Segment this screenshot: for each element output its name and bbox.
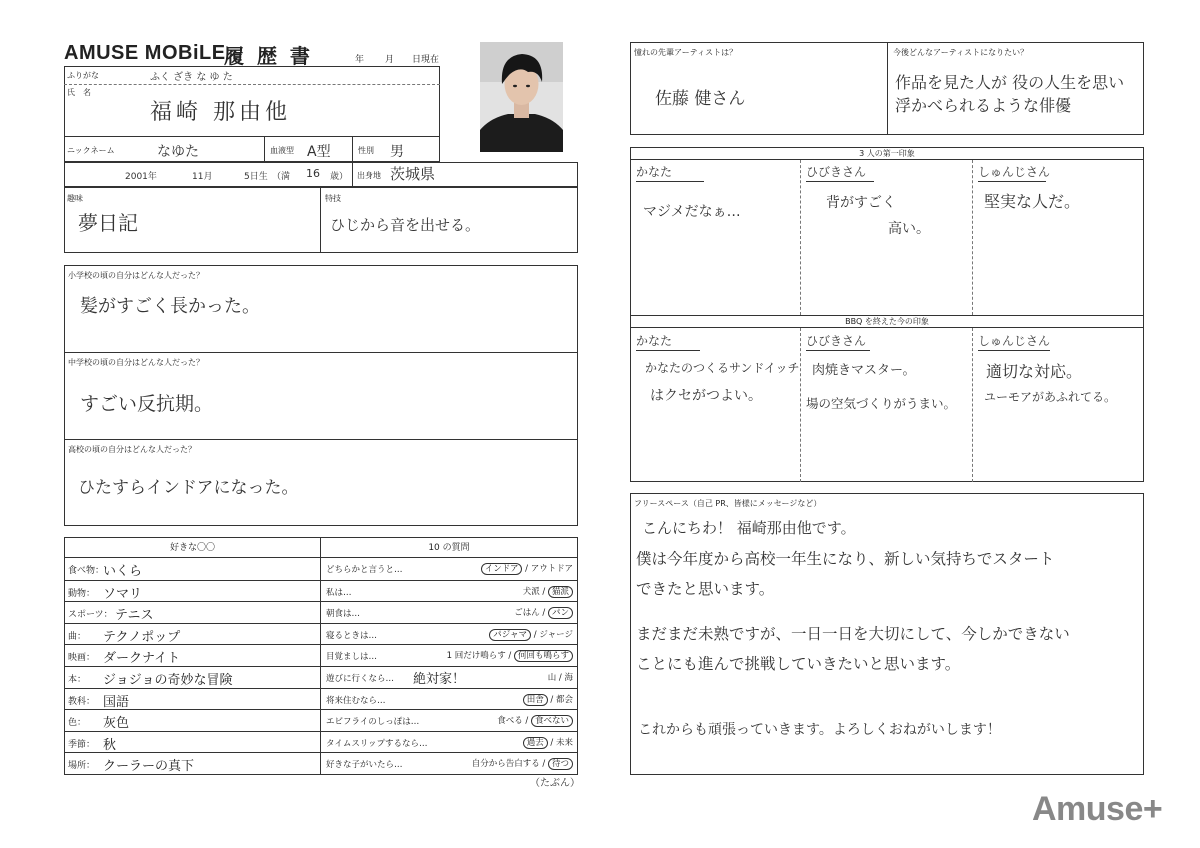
answer-option-a: インドア [481, 563, 523, 575]
answer-option-a: 山 [547, 673, 557, 683]
favorite-value: テクノポップ [103, 629, 181, 645]
free-line-1: こんにちわ！ 福崎那由他です。 [642, 519, 856, 537]
free-line-3: できたと思います。 [636, 580, 775, 598]
favorite-label: 動物： [68, 588, 96, 599]
favorite-value: 国語 [103, 694, 130, 710]
favorite-row [65, 601, 320, 623]
favorite-row [65, 580, 320, 602]
answer-separator: / [547, 737, 556, 748]
answer-separator: / [505, 651, 514, 662]
first-col-name-kanata: かなた [636, 163, 704, 182]
skill-label: 特技 [325, 194, 341, 203]
date-year-label: 年 [355, 55, 365, 65]
favorite-value: ジョジョの奇妙な冒険 [103, 673, 233, 688]
favorite-row [65, 688, 320, 710]
hometown-value: 茨城県 [390, 165, 436, 183]
high-school-answer: ひたすらインドアになった。 [78, 478, 299, 498]
favorite-label: 季節： [68, 739, 96, 750]
favorite-label: 食べ物： [68, 566, 105, 576]
blood-value: A型 [307, 144, 331, 160]
senpai-label: 憧れの先輩アーティストは？ [634, 48, 738, 57]
name-value: 福崎 那由他 [150, 100, 291, 125]
question-answers [489, 628, 573, 640]
question-answers [447, 649, 573, 661]
favorite-label: 曲： [68, 631, 87, 642]
first-col-hibiki-line-1: 背がすごく [826, 195, 896, 211]
question-text: エビフライのしっぽは… [326, 717, 420, 728]
first-col-name-hibiki: ひびきさん [806, 163, 874, 182]
question-row [321, 644, 577, 666]
hobby-value: 夢日記 [78, 211, 138, 235]
bbq-col-name-shunji: しゅんじさん [978, 332, 1050, 351]
answer-separator: / [531, 629, 540, 640]
document-title: 履 歴 書 [224, 44, 313, 68]
date-day-label: 日現在 [412, 55, 440, 65]
favorite-label: 場所： [68, 761, 96, 772]
blood-label: 血液型 [270, 146, 294, 155]
impression-col-divider-2 [972, 160, 973, 315]
answer-option-b: 食べない [531, 715, 573, 727]
question-text: 好きな子がいたら… [326, 760, 403, 771]
question-answers [523, 585, 573, 597]
bbq-impression-header: BBQ を終えた今の印象 [630, 315, 1144, 328]
favorite-row [65, 752, 320, 774]
free-line-6: これからも頑張っていきます。よろしくおねがいします！ [638, 722, 1001, 738]
free-line-5: ことにも進んで挑戦していきたいと思います。 [636, 655, 961, 673]
senpai-value: 佐藤 健さん [655, 89, 746, 109]
profile-photo [480, 42, 563, 152]
question-answers [497, 714, 573, 726]
answer-option-b: 待つ [548, 758, 573, 770]
favorite-row [65, 558, 320, 580]
bbq-col-hibiki-line-1: 肉焼きマスター。 [812, 363, 916, 378]
school-divider-2 [64, 439, 578, 440]
brand-title: AMUSE MOBiLE [64, 42, 226, 64]
question-row [321, 688, 577, 710]
question-row [321, 731, 577, 753]
favorite-value: 灰色 [103, 716, 130, 732]
free-space-label: フリースペース（自己 PR、皆様にメッセージなど） [634, 499, 822, 508]
favorites-header: 好きな〇〇 [65, 538, 320, 558]
question-text: タイムスリップするなら… [326, 738, 428, 749]
favorite-label: 教科： [68, 696, 96, 707]
question-row [321, 623, 577, 645]
elementary-question: 小学校の頃の自分はどんな人だった？ [68, 271, 204, 280]
answer-option-a: ごはん [514, 608, 540, 619]
question-answers [481, 562, 573, 574]
favorite-row [65, 666, 320, 688]
question-text: 私は… [326, 587, 352, 598]
bbq-col-kanata-line-1: かなたのつくるサンドイッチ [645, 361, 800, 375]
furigana-value: ふく ざき な ゆ た [150, 72, 233, 83]
question-answers [514, 606, 573, 618]
high-school-question: 高校の頃の自分はどんな人だった？ [68, 445, 196, 454]
birth-year: 2001年 [125, 172, 157, 182]
answer-option-a: 食べる [497, 716, 523, 727]
name-label: 氏 名 [67, 88, 91, 97]
age-close: 歳） [330, 172, 349, 182]
answer-option-a: 自分から告白する [471, 759, 540, 770]
question-text: 遊びに行くなら… [326, 674, 395, 684]
free-line-2: 僕は今年度から高校一年生になり、新しい気持ちでスタート [636, 550, 1055, 568]
question-answers [523, 736, 573, 748]
nickname-value: なゆた [157, 144, 199, 160]
hobby-skill-row [64, 187, 578, 253]
favorite-row [65, 731, 320, 753]
question-row [321, 601, 577, 623]
favorite-label: 色： [68, 718, 87, 729]
bbq-col-kanata-line-2: はクセがつよい。 [650, 388, 762, 404]
free-line-4: まだまだ未熟ですが、一日一日を大切にして、今しかできない [636, 625, 1070, 643]
answer-separator: / [539, 759, 548, 770]
answer-option-b: 猫派 [548, 586, 573, 598]
answer-option-a: 田舎 [523, 694, 548, 706]
first-col-kanata-line-1: マジメだなぁ… [643, 204, 741, 220]
favorite-value: いくら [103, 564, 143, 579]
question-text: 目覚ましは… [326, 652, 378, 663]
answer-separator: / [522, 716, 531, 727]
answer-option-b: 都会 [555, 694, 573, 705]
furigana-label: ふりがな [67, 71, 99, 80]
favorite-value: テニス [115, 608, 154, 624]
answer-option-b: 何回も鳴らす [514, 650, 573, 662]
elementary-answer: 髪がすごく長かった。 [80, 296, 260, 317]
bbq-col-shunji-line-1: 適切な対応。 [986, 362, 1083, 381]
birth-month: 11月 [192, 172, 213, 182]
furigana-divider [64, 84, 440, 85]
impression-col-divider-4 [972, 328, 973, 482]
age-value: 16 [306, 167, 320, 180]
question-row [321, 666, 577, 688]
answer-separator: / [539, 608, 548, 619]
answer-separator: / [556, 673, 565, 683]
blood-sex-divider [352, 136, 353, 162]
question-row [321, 580, 577, 602]
answer-option-a: パジャマ [489, 629, 531, 641]
question-text: 寝るときは… [326, 630, 378, 641]
hometown-label: 出身地 [357, 171, 381, 180]
birth-day: 5日生 [244, 172, 268, 182]
school-divider-1 [64, 352, 578, 353]
favorite-value: ソマリ [103, 586, 143, 602]
question-answers [472, 757, 573, 769]
question-row [321, 709, 577, 731]
future-line-1: 作品を見た人が 役の人生を思い [895, 73, 1125, 92]
sex-label: 性別 [358, 146, 374, 155]
favorite-row [65, 644, 320, 666]
bbq-col-name-kanata: かなた [636, 332, 700, 351]
question-row [321, 558, 577, 580]
answer-option-a: 犬派 [522, 586, 540, 597]
questions-header: 10 の質問 [321, 538, 577, 558]
answer-option-b: パン [548, 607, 573, 619]
birth-hometown-divider [352, 162, 353, 187]
question-row [321, 752, 577, 774]
question-text: 朝食は… [326, 609, 361, 620]
favorite-label: スポーツ： [68, 610, 113, 621]
question-text: どちらかと言うと… [326, 565, 403, 575]
impression-col-divider-1 [800, 160, 801, 315]
questions-footnote: （たぶん） [530, 778, 580, 789]
age-open: （満 [272, 172, 291, 182]
answer-option-b: 海 [564, 673, 573, 683]
answer-option-a: 過去 [523, 737, 548, 749]
favorite-row [65, 709, 320, 731]
answer-separator: / [547, 694, 556, 705]
future-line-2: 浮かべられるような俳優 [895, 96, 1072, 115]
nick-blood-divider [264, 136, 265, 162]
favorite-label: 本： [68, 675, 87, 685]
first-col-hibiki-line-2: 高い。 [888, 221, 930, 237]
hobby-skill-divider [320, 187, 321, 253]
questions-table [320, 537, 578, 775]
artist-divider [887, 42, 888, 135]
date-month-label: 月 [385, 55, 395, 65]
answer-option-a: 1 回だけ鳴らす [446, 651, 506, 662]
sex-value: 男 [390, 144, 404, 160]
questions-rows [321, 558, 577, 774]
impression-col-divider-3 [800, 328, 801, 482]
question-answers [548, 671, 573, 683]
hobby-label: 趣味 [67, 194, 83, 203]
first-col-shunji-line-1: 堅実な人だ。 [984, 192, 1081, 211]
favorite-label: 映画： [68, 653, 96, 664]
name-divider [64, 136, 440, 137]
junior-high-question: 中学校の頃の自分はどんな人だった？ [68, 358, 204, 367]
answer-separator: / [522, 564, 531, 574]
nickname-label: ニックネーム [67, 146, 115, 155]
answer-option-b: アウトドア [530, 564, 573, 574]
bbq-col-name-hibiki: ひびきさん [806, 332, 870, 351]
question-note: 絶対家！ [413, 672, 466, 687]
favorites-rows [65, 558, 320, 774]
answer-option-b: 未来 [555, 737, 573, 748]
question-answers [523, 693, 573, 705]
first-col-name-shunji: しゅんじさん [978, 163, 1046, 182]
favorites-table [64, 537, 321, 775]
answer-option-b: ジャージ [539, 629, 573, 640]
favorite-value: ダークナイト [103, 651, 181, 667]
junior-high-answer: すごい反抗期。 [80, 393, 214, 415]
favorite-row [65, 623, 320, 645]
favorite-value: 秋 [103, 737, 117, 753]
first-impression-header: 3 人の第一印象 [630, 147, 1144, 160]
bbq-col-hibiki-line-2: 場の空気づくりがうまい。 [806, 396, 957, 411]
skill-value: ひじから音を出せる。 [330, 216, 481, 234]
future-label: 今後どんなアーティストになりたい？ [893, 48, 1029, 57]
bbq-col-shunji-line-2: ユーモアがあふれてる。 [984, 390, 1117, 404]
favorite-value: クーラーの真下 [103, 759, 195, 775]
amuse-plus-logo: Amuse+ [1032, 790, 1163, 828]
question-text: 将来住むなら… [326, 695, 386, 706]
answer-separator: / [539, 586, 548, 597]
